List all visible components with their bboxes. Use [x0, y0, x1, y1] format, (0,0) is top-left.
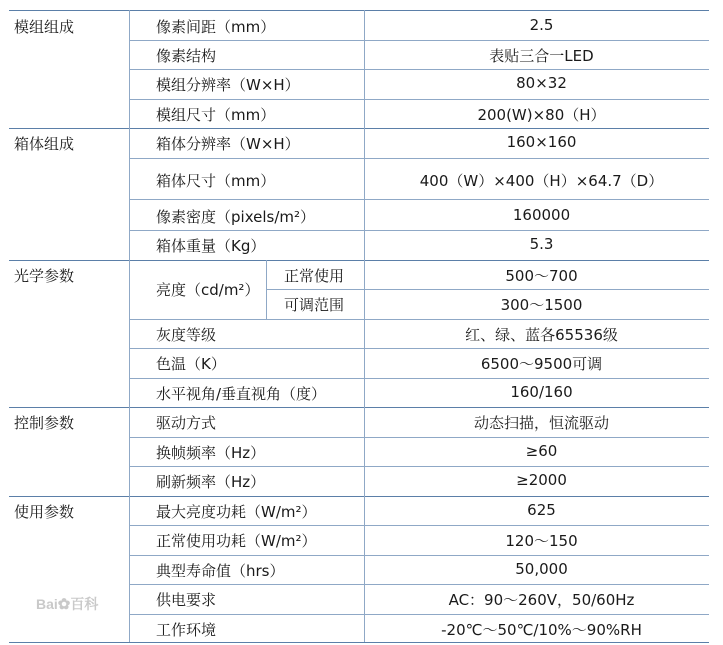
param-label: 模组尺寸（mm） [156, 106, 276, 124]
param-value: 表贴三合一LED [489, 47, 594, 65]
param-value: -20℃～50℃/10%～90%RH [441, 621, 642, 639]
category-label: 光学参数 [14, 267, 75, 285]
param-label: 刷新频率（Hz） [156, 473, 266, 491]
param-label: 驱动方式 [156, 414, 217, 432]
baidu-watermark [36, 594, 98, 614]
param-label: 箱体分辨率（W×H） [156, 135, 300, 153]
sub-param-label: 可调范围 [284, 296, 345, 314]
row-divider [129, 158, 709, 159]
param-value: 160/160 [510, 383, 573, 401]
category-label: 使用参数 [14, 503, 75, 521]
param-label: 箱体尺寸（mm） [156, 172, 276, 190]
row-divider [129, 69, 709, 70]
table-bottom-border [9, 642, 709, 643]
param-label: 像素密度（pixels/m²） [156, 208, 315, 226]
category-label: 模组组成 [14, 18, 75, 36]
param-value: 160×160 [506, 133, 577, 151]
param-label: 工作环境 [156, 621, 217, 639]
category-label: 箱体组成 [14, 135, 75, 153]
section-divider [9, 496, 709, 497]
watermark-text: Bai [36, 596, 58, 612]
section-divider [9, 10, 709, 11]
param-value: 6500～9500可调 [480, 355, 603, 373]
param-value: 80×32 [516, 74, 567, 92]
param-label: 像素间距（mm） [156, 18, 276, 36]
row-divider [266, 289, 709, 290]
row-divider [129, 525, 709, 526]
param-label: 模组分辨率（W×H） [156, 76, 300, 94]
param-value: 300～1500 [500, 296, 583, 314]
row-divider [129, 555, 709, 556]
param-label: 正常使用功耗（W/m²） [156, 532, 317, 550]
row-divider [129, 199, 709, 200]
param-label: 水平视角/垂直视角（度） [156, 385, 327, 403]
param-value: 400（W）×400（H）×64.7（D） [419, 172, 664, 190]
row-divider [129, 584, 709, 585]
row-divider [129, 99, 709, 100]
section-divider [9, 128, 709, 129]
row-divider [129, 319, 709, 320]
param-label: 像素结构 [156, 47, 217, 65]
category-label: 控制参数 [14, 414, 75, 432]
param-value: 红、绿、蓝各65536级 [465, 326, 618, 344]
param-value: 50,000 [515, 560, 568, 578]
param-label: 供电要求 [156, 591, 217, 609]
param-value: 625 [527, 501, 556, 519]
param-value: ≥2000 [516, 471, 567, 489]
param-label: 箱体重量（Kg） [156, 237, 266, 255]
row-divider [129, 348, 709, 349]
row-divider [129, 466, 709, 467]
param-label: 换帧频率（Hz） [156, 444, 266, 462]
param-value: 500～700 [505, 267, 578, 285]
param-value: 2.5 [529, 16, 554, 34]
param-label: 典型寿命值（hrs） [156, 562, 285, 580]
col-divider-category [129, 10, 130, 642]
param-label: 色温（K） [156, 355, 226, 373]
param-value: 动态扫描，恒流驱动 [473, 414, 609, 432]
sub-param-label: 正常使用 [284, 267, 345, 285]
row-divider [129, 437, 709, 438]
param-label: 最大亮度功耗（W/m²） [156, 503, 317, 521]
param-label: 灰度等级 [156, 326, 217, 344]
section-divider [9, 260, 709, 261]
param-value: 120～150 [505, 532, 578, 550]
paw-icon: ✿ [57, 596, 71, 613]
row-divider [129, 230, 709, 231]
col-divider-value [364, 10, 365, 642]
section-divider [9, 407, 709, 408]
param-value: 160000 [512, 206, 571, 224]
row-divider [129, 378, 709, 379]
param-value: 200(W)×80（H） [477, 106, 606, 124]
row-divider [129, 40, 709, 41]
watermark-suffix: 百科 [70, 596, 99, 612]
row-divider [129, 614, 709, 615]
param-value: 5.3 [529, 235, 554, 253]
param-value: ≥60 [525, 442, 558, 460]
param-value: AC：90～260V，50/60Hz [448, 591, 635, 609]
brightness-label: 亮度（cd/m²） [156, 281, 260, 299]
